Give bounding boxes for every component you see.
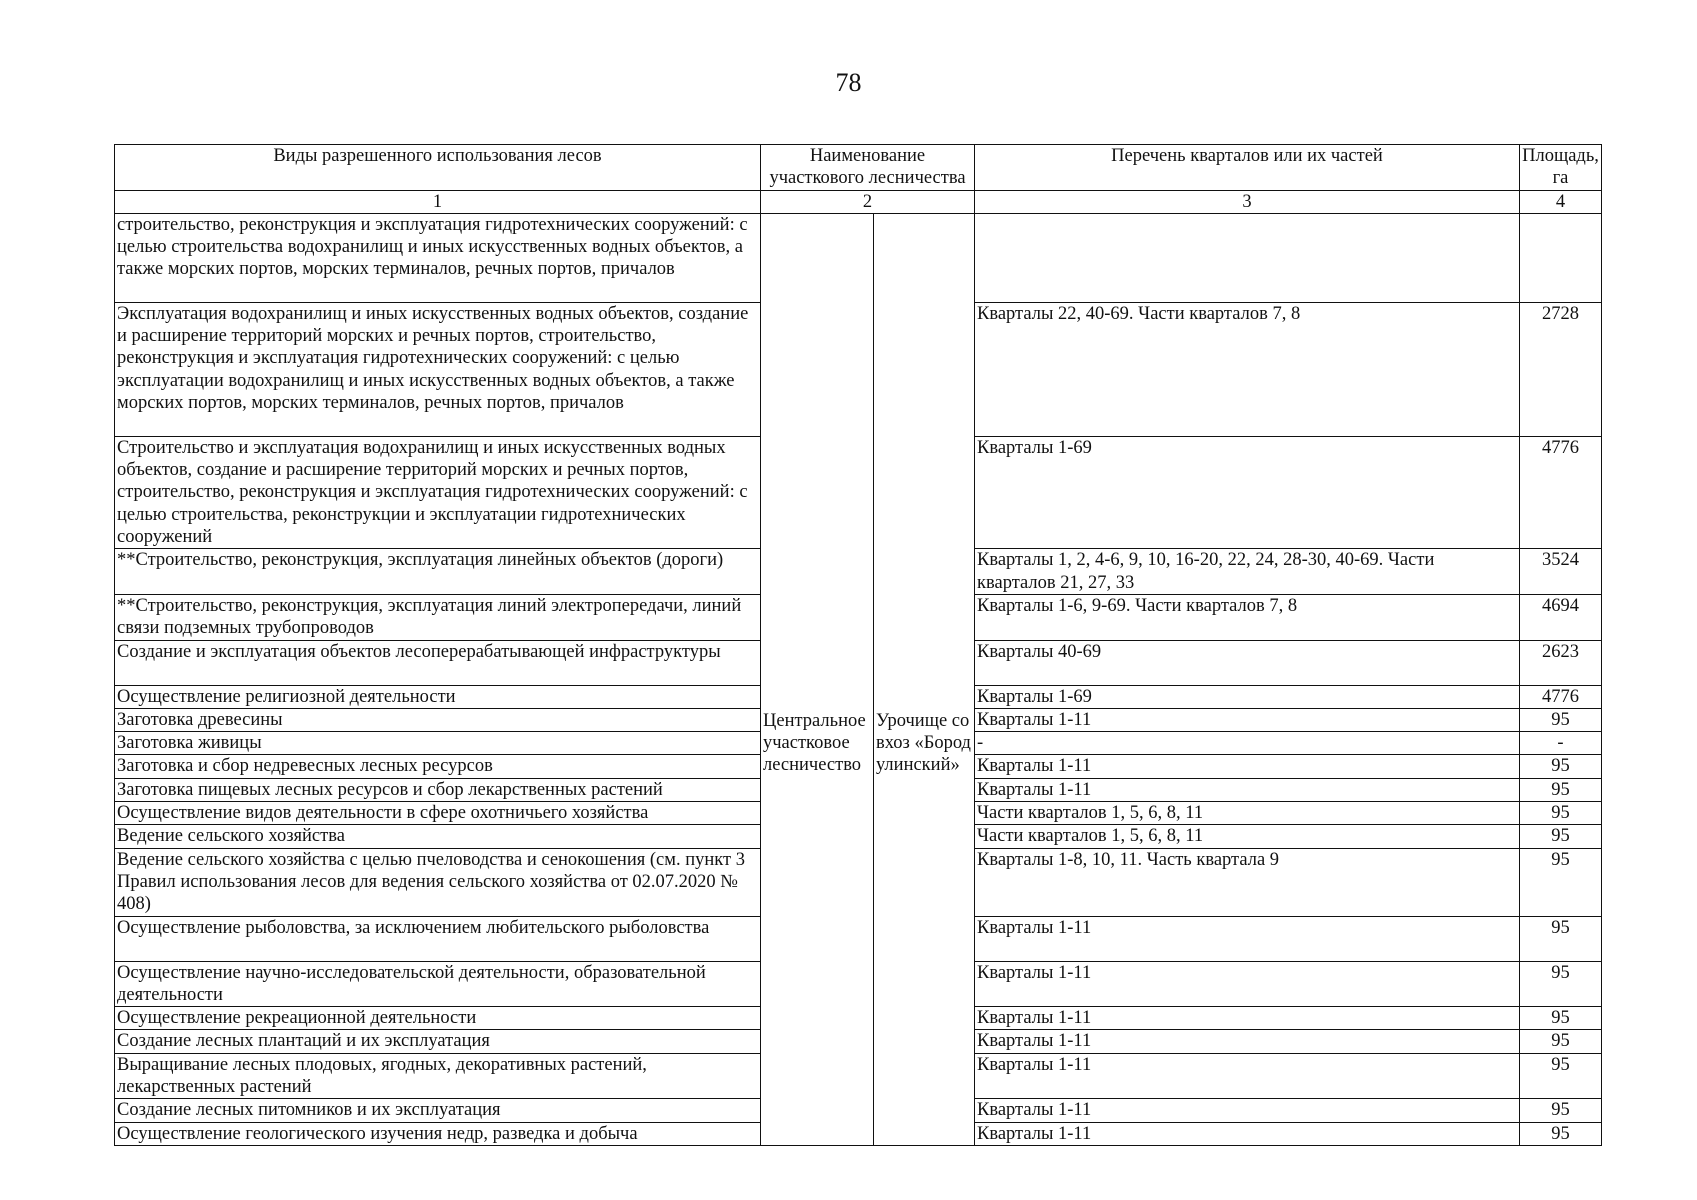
blocks-cell: - — [975, 732, 1520, 755]
blocks-cell: Кварталы 40-69 — [975, 640, 1520, 685]
blocks-cell: Кварталы 1-11 — [975, 916, 1520, 961]
area-cell: 4694 — [1520, 594, 1602, 640]
blocks-cell: Кварталы 1-11 — [975, 1099, 1520, 1122]
blocks-cell: Кварталы 1-69 — [975, 685, 1520, 708]
area-cell: 95 — [1520, 825, 1602, 848]
header-row — [115, 145, 1602, 191]
header-forest-use: Виды разрешенного использования лесов — [115, 145, 761, 191]
forest-use-cell: Создание и эксплуатация объектов лесоперерабатывающей инфраструктуры — [115, 640, 761, 685]
header-forestry-name: Наименование участкового лесничества — [761, 145, 975, 191]
forest-use-cell: Эксплуатация водохранилищ и иных искусственных водных объектов, создание и расширение территорий морских и речных портов, строительство, реконструкция и эксплуатация гидротехнических сооружений: с целью эксплуатации водохранилищ и иных искусственных водных объектов, а также морских портов, морских терминалов, речных портов, причалов — [115, 302, 761, 436]
blocks-cell: Кварталы 1-11 — [975, 961, 1520, 1007]
blocks-cell: Кварталы 1, 2, 4-6, 9, 10, 16-20, 22, 24, 28-30, 40-69. Части кварталов 21, 27, 33 — [975, 549, 1520, 595]
blocks-cell: Кварталы 1-11 — [975, 778, 1520, 801]
forest-use-cell: Создание лесных питомников и их эксплуатация — [115, 1099, 761, 1122]
blocks-cell: Кварталы 1-11 — [975, 1053, 1520, 1099]
forest-use-cell: Заготовка и сбор недревесных лесных ресурсов — [115, 755, 761, 778]
blocks-cell: Кварталы 1-8, 10, 11. Часть квартала 9 — [975, 848, 1520, 916]
forest-use-cell: Создание лесных плантаций и их эксплуатация — [115, 1030, 761, 1053]
blocks-cell: Кварталы 1-11 — [975, 1030, 1520, 1053]
blocks-cell: Части кварталов 1, 5, 6, 8, 11 — [975, 825, 1520, 848]
area-cell: 95 — [1520, 1053, 1602, 1099]
area-cell: 3524 — [1520, 549, 1602, 595]
area-cell: 2623 — [1520, 640, 1602, 685]
header-blocks: Перечень кварталов или их частей — [975, 145, 1520, 191]
blocks-cell: Кварталы 1-69 — [975, 436, 1520, 548]
forest-use-cell: Осуществление видов деятельности в сфере охотничьего хозяйства — [115, 802, 761, 825]
blocks-cell: Кварталы 22, 40-69. Части кварталов 7, 8 — [975, 302, 1520, 436]
forestry-district-name: Центральное участковое лесничество — [763, 710, 866, 776]
column-number: 4 — [1520, 190, 1602, 213]
forest-use-cell: Осуществление рыболовства, за исключением любительского рыболовства — [115, 916, 761, 961]
header-area: Площадь, га — [1520, 145, 1602, 191]
area-cell: 95 — [1520, 916, 1602, 961]
column-number: 1 — [115, 190, 761, 213]
area-cell: 2728 — [1520, 302, 1602, 436]
forest-use-cell: Заготовка древесины — [115, 708, 761, 731]
blocks-cell — [975, 213, 1520, 302]
forestry-tract-name: Урочище совхоз «Бородулинский» — [876, 710, 971, 776]
forest-use-cell: Осуществление научно-исследовательской деятельности, образовательной деятельности — [115, 961, 761, 1007]
column-number-row — [115, 190, 1602, 213]
forest-use-cell: Заготовка пищевых лесных ресурсов и сбор лекарственных растений — [115, 778, 761, 801]
blocks-cell: Кварталы 1-11 — [975, 708, 1520, 731]
forest-use-cell: строительство, реконструкция и эксплуатация гидротехнических сооружений: с целью строительства водохранилищ и иных искусственных водных объектов, а также морских портов, морских терминалов, речных портов, причалов — [115, 213, 761, 302]
area-cell: 95 — [1520, 755, 1602, 778]
forestry-tract-cell — [874, 213, 975, 1145]
area-cell: 4776 — [1520, 436, 1602, 548]
forest-use-cell: Осуществление религиозной деятельности — [115, 685, 761, 708]
area-cell: 95 — [1520, 1122, 1602, 1145]
area-cell: 95 — [1520, 802, 1602, 825]
forest-use-table — [114, 144, 1602, 1146]
area-cell — [1520, 213, 1602, 302]
area-cell: 95 — [1520, 708, 1602, 731]
area-cell: 95 — [1520, 961, 1602, 1007]
forestry-district-cell — [761, 213, 874, 1145]
forest-use-cell: Осуществление геологического изучения недр, разведка и добыча — [115, 1122, 761, 1145]
forest-use-cell: Выращивание лесных плодовых, ягодных, декоративных растений, лекарственных растений — [115, 1053, 761, 1099]
blocks-cell: Кварталы 1-11 — [975, 1122, 1520, 1145]
forest-use-cell: **Строительство, реконструкция, эксплуатация линейных объектов (дороги) — [115, 549, 761, 595]
blocks-cell: Кварталы 1-11 — [975, 1007, 1520, 1030]
forest-use-cell: Осуществление рекреационной деятельности — [115, 1007, 761, 1030]
forest-use-cell: **Строительство, реконструкция, эксплуатация линий электропередачи, линий связи подземных трубопроводов — [115, 594, 761, 640]
forest-use-cell: Строительство и эксплуатация водохранилищ и иных искусственных водных объектов, создание и расширение территорий морских и речных портов, строительство, реконструкция и эксплуатация гидротехнических сооружений: с целью строительства, реконструкции и эксплуатации гидротехнических сооружений — [115, 436, 761, 548]
forest-use-cell: Ведение сельского хозяйства — [115, 825, 761, 848]
blocks-cell: Кварталы 1-11 — [975, 755, 1520, 778]
page-number: 78 — [835, 68, 862, 97]
forest-use-cell: Ведение сельского хозяйства с целью пчеловодства и сенокошения (см. пункт 3 Правил использования лесов для ведения сельского хозяйства от 02.07.2020 № 408) — [115, 848, 761, 916]
blocks-cell: Части кварталов 1, 5, 6, 8, 11 — [975, 802, 1520, 825]
column-number: 2 — [761, 190, 975, 213]
area-cell: 4776 — [1520, 685, 1602, 708]
area-cell: 95 — [1520, 1030, 1602, 1053]
forest-use-cell: Заготовка живицы — [115, 732, 761, 755]
area-cell: 95 — [1520, 778, 1602, 801]
area-cell: - — [1520, 732, 1602, 755]
area-cell: 95 — [1520, 1099, 1602, 1122]
table-row — [115, 213, 1602, 302]
column-number: 3 — [975, 190, 1520, 213]
area-cell: 95 — [1520, 848, 1602, 916]
blocks-cell: Кварталы 1-6, 9-69. Части кварталов 7, 8 — [975, 594, 1520, 640]
area-cell: 95 — [1520, 1007, 1602, 1030]
